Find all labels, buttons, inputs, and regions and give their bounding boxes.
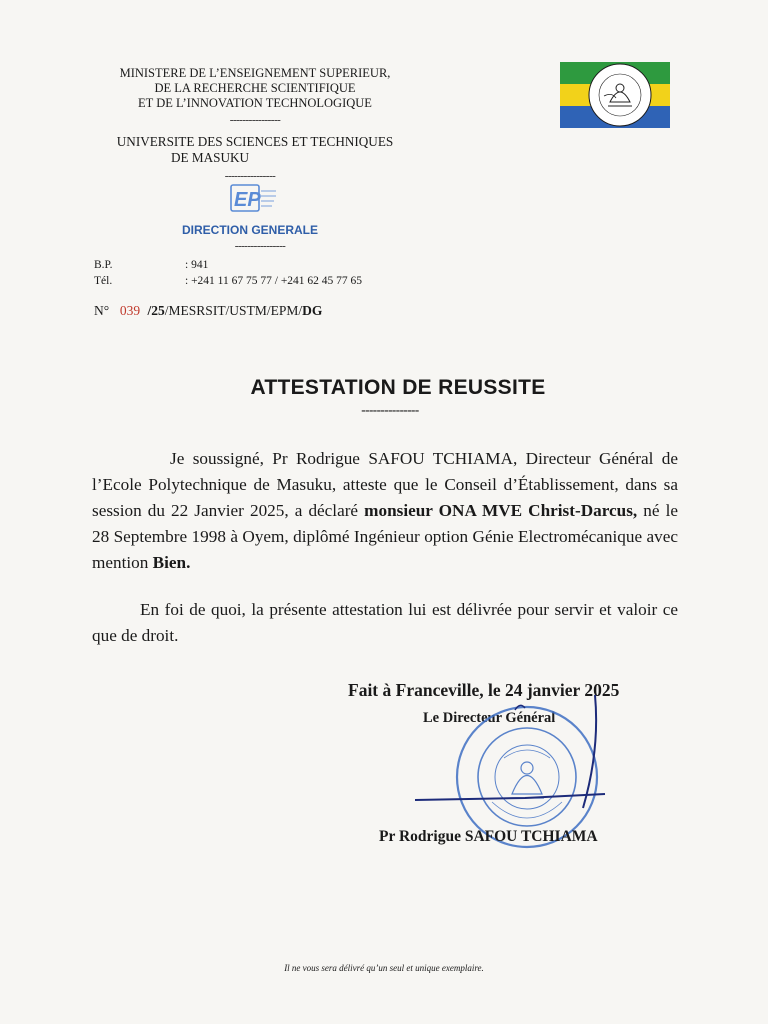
handwritten-signature <box>405 690 635 820</box>
ref-suffix: DG <box>302 303 323 318</box>
ministry-block <box>100 66 410 111</box>
university-line-1: UNIVERSITE DES SCIENCES ET TECHNIQUES <box>116 134 394 149</box>
svg-text:EP: EP <box>234 189 261 211</box>
gabon-flag-seal-icon <box>560 62 670 128</box>
ref-year: 25 <box>151 303 165 318</box>
ref-prefix: N° <box>94 303 110 318</box>
paragraph-details: né le 28 Septembre 1998 à Oyem, diplômé Ingénieur option Génie Electromécanique avec mention <box>92 501 678 572</box>
tel-label: Tél. <box>94 275 113 287</box>
footer-note: Il ne vous sera délivré qu’un seul et unique exemplaire. <box>284 963 484 973</box>
ministry-line-1: MINISTERE DE L’ENSEIGNEMENT SUPERIEUR, <box>119 66 391 80</box>
bp-value: : 941 <box>185 259 209 271</box>
university-line-2: DE MASUKU <box>170 150 250 165</box>
document-title: ATTESTATION DE REUSSITE <box>250 376 546 399</box>
direction-generale: DIRECTION GENERALE <box>182 223 319 237</box>
ministry-line-3: ET DE L’INNOVATION TECHNOLOGIQUE <box>138 96 372 110</box>
school-logo-mark <box>230 183 278 217</box>
place-and-date: Fait à Franceville, le 24 janvier 2025 <box>348 680 620 700</box>
closing-paragraph <box>92 597 678 649</box>
paragraph-intro: Je soussigné, Pr Rodrigue SAFOU TCHIAMA, Directeur Général de l’Ecole Polytechnique de Masuku, atteste que le Conseil d’Établissement, dans sa session du 22 Janvier 2025, a déclaré <box>92 449 678 520</box>
university-block <box>100 134 410 166</box>
school-logo <box>230 183 278 217</box>
ref-slash: / <box>147 303 152 318</box>
closing-text: En foi de quoi, la présente attestation lui est délivrée pour servir et valoir ce que de droit. <box>92 600 678 645</box>
signatory-role: Le Directeur Général <box>423 710 556 726</box>
ref-middle: /MESRSIT/USTM/EPM/ <box>164 303 303 318</box>
ref-number: 039 <box>119 303 141 318</box>
title-underline: --------------- <box>361 402 419 417</box>
reference-number <box>94 303 322 319</box>
mention-grade: Bien. <box>152 553 191 572</box>
signature-scribble <box>405 690 635 820</box>
attestation-paragraph <box>92 446 678 576</box>
header-separator-2: ---------------- <box>224 170 276 182</box>
gabon-emblem <box>560 62 670 128</box>
graduate-name: monsieur ONA MVE Christ-Darcus, <box>364 501 638 520</box>
header-separator-1: ---------------- <box>229 114 281 126</box>
signatory-name: Pr Rodrigue SAFOU TCHIAMA <box>379 828 598 845</box>
bp-label: B.P. <box>94 259 113 271</box>
header-separator-3: ---------------- <box>234 240 286 252</box>
ministry-line-2: DE LA RECHERCHE SCIENTIFIQUE <box>154 81 356 95</box>
tel-value: : +241 11 67 75 77 / +241 62 45 77 65 <box>185 275 363 287</box>
